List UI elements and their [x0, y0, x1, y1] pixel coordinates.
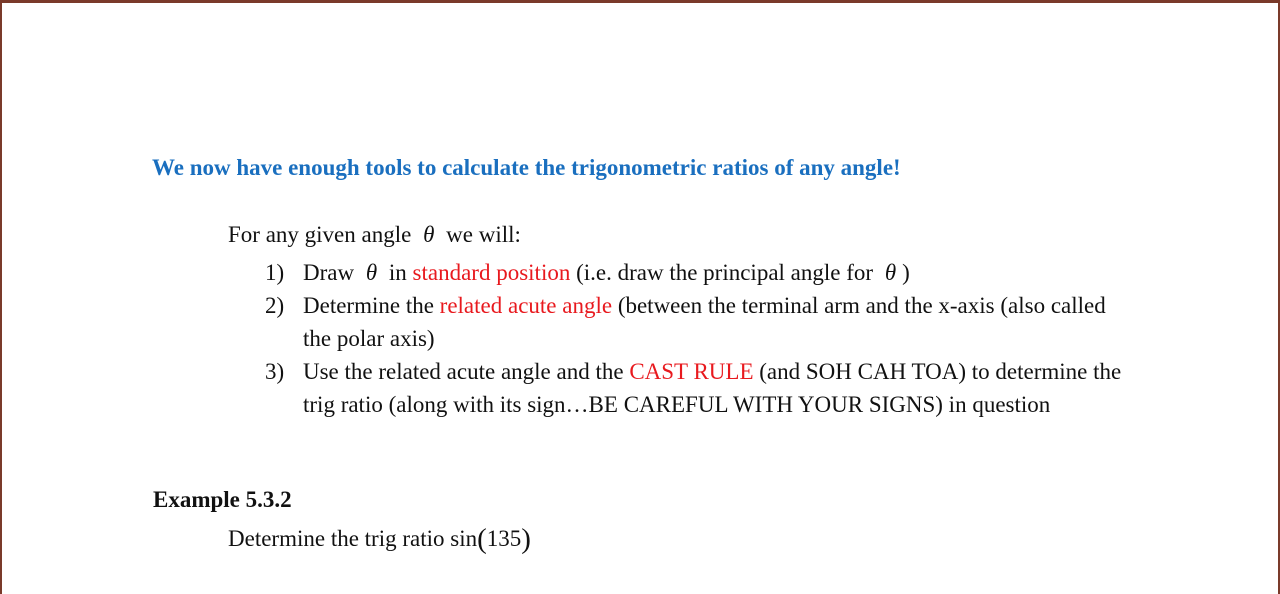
step-text: in — [388, 260, 407, 285]
step-item-1 — [265, 256, 1125, 289]
step-highlight: related acute angle — [439, 293, 613, 318]
step-number: 2) — [265, 293, 285, 318]
step-highlight: standard position — [412, 260, 571, 285]
step-text: (i.e. draw the principal angle for — [576, 260, 874, 285]
intro-text-before: For any given angle — [228, 222, 412, 247]
step-text: Determine the — [303, 293, 434, 318]
example-expression — [450, 523, 531, 555]
intro-text-after: we will: — [446, 222, 521, 247]
theta-symbol: θ — [365, 260, 378, 285]
section-heading: We now have enough tools to calculate the trigonometric ratios of any angle! — [152, 155, 901, 180]
step-highlight: CAST RULE — [629, 359, 754, 384]
close-paren: ) — [521, 523, 531, 555]
step-text: (between the terminal arm and the x-axis (also called the polar axis) — [303, 293, 1106, 351]
example-text: Determine the trig ratio — [228, 526, 445, 551]
theta-symbol: θ — [884, 260, 897, 285]
step-item-2 — [265, 289, 1125, 355]
step-number: 3) — [265, 359, 285, 384]
step-text: ) — [902, 260, 910, 285]
function-argument: 135 — [486, 526, 522, 551]
steps-list — [265, 256, 1125, 421]
theta-symbol: θ — [423, 222, 435, 247]
function-name: sin — [450, 526, 478, 551]
step-text: Use the related acute angle and the — [303, 359, 624, 384]
example-body — [228, 523, 531, 556]
step-item-3 — [265, 355, 1125, 421]
example-title: Example 5.3.2 — [153, 487, 292, 512]
intro-line — [228, 222, 521, 248]
step-text: Draw — [303, 260, 355, 285]
open-paren: ( — [477, 523, 487, 555]
step-number: 1) — [265, 260, 285, 285]
step-text: (and SOH CAH TOA) to determine the trig ratio (along with its sign…BE CAREFUL WITH YOUR SIGNS) in question — [303, 359, 1122, 417]
